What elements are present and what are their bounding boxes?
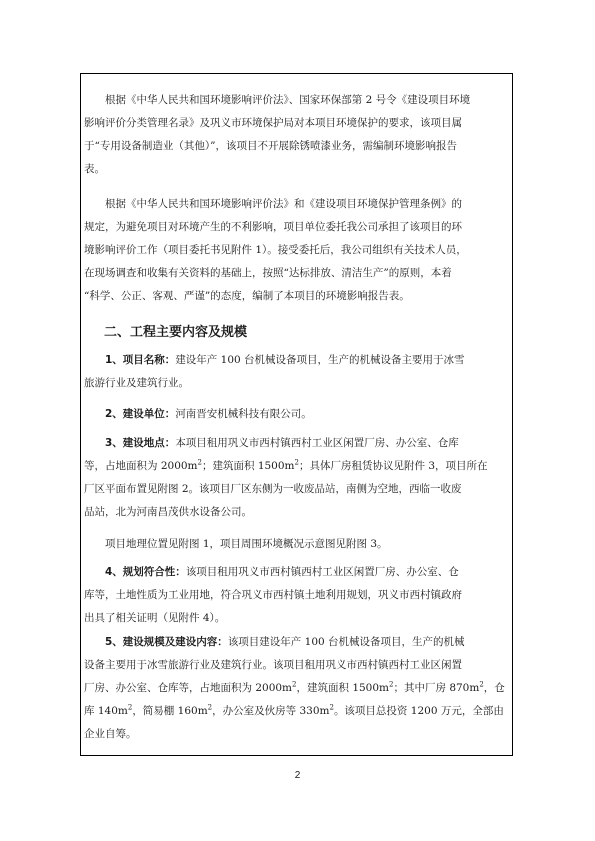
text-line: 设备主要用于冰雪旅游行业及建筑行业。该项目租用巩义市西村镇西村工业区闲置	[84, 659, 462, 671]
item-value: 建设年产 100 台机械设备项目，生产的机械设备主要用于冰雪	[175, 354, 465, 366]
text-line	[84, 700, 509, 723]
item-construction-site	[84, 432, 509, 524]
text-line	[84, 561, 509, 584]
item-value: 本项目租用巩义市西村镇西村工业区闲置厂房、办公室、仓库	[175, 437, 459, 449]
text-line: 根据《中华人民共和国环境影响评价法》和《建设项目环境保护管理条例》的	[105, 198, 462, 210]
item-value: 河南晋安机械科技有限公司。	[175, 408, 312, 420]
superscript: 2	[127, 703, 133, 712]
text-line: 境影响评价工作（项目委托书见附件 1）。接受委托后，我公司组织有关技术人员，	[84, 244, 467, 256]
text-fragment: ；具体厂房租赁协议见附件 3，项目所在	[298, 460, 488, 472]
text-line: 库等，土地性质为工业用地，符合巩义市西村镇土地利用规划，巩义市西村镇政府	[84, 589, 462, 601]
item-scale-content	[84, 631, 509, 746]
text-line: 规定，为避免项目对环境产生的不利影响，项目单位委托我公司承担了该项目的环	[84, 221, 462, 233]
text-line: 根据《中华人民共和国环境影响评价法》、国家环保部第 2 号令《建设项目环境	[105, 94, 471, 106]
text-fragment: ；其中厂房 870m	[393, 682, 480, 694]
text-line: 于“专用设备制造业（其他）”，该项目不开展除锈喷漆业务，需编制环境影响报告	[84, 140, 457, 152]
item-project-name	[84, 349, 509, 395]
item-key: 1、项目名称：	[105, 354, 176, 366]
text-line	[84, 403, 509, 426]
text-line	[84, 631, 509, 654]
text-line: 厂区平面布置见附图 2。该项目厂区东侧为一收废品站，南侧为空地，西临一收废	[84, 483, 462, 495]
text-fragment: ，仓	[483, 682, 505, 694]
text-line: 旅游行业及建筑行业。	[84, 377, 189, 389]
text-line: 项目地理位置见附图 1，项目周围环境概况示意图见附图 3。	[105, 538, 388, 550]
paragraph-legal-basis	[84, 89, 509, 181]
item-value: 该项目建设年产 100 台机械设备项目，生产的机械	[227, 636, 465, 648]
text-fragment: 库 140m	[84, 705, 128, 717]
text-fragment: 。该项目总投资 1200 万元，全部由	[333, 705, 504, 717]
item-key: 3、建设地点：	[105, 437, 176, 449]
text-fragment: ，简易棚 160m	[132, 705, 208, 717]
superscript: 2	[292, 680, 297, 689]
superscript: 2	[207, 703, 213, 712]
text-fragment: 等，占地面积为 2000m	[84, 460, 198, 472]
superscript: 2	[197, 458, 202, 467]
text-line	[84, 677, 509, 700]
item-key: 2、建设单位：	[105, 408, 176, 420]
item-planning-compliance	[84, 561, 509, 630]
text-line: 表。	[84, 163, 105, 175]
text-line	[84, 349, 509, 372]
item-construction-unit	[84, 403, 509, 426]
superscript: 2	[329, 703, 334, 712]
item-value: 该项目租用巩义市西村镇西村工业区闲置厂房、办公室、仓	[185, 566, 459, 578]
paragraph-commission	[84, 193, 509, 308]
text-fragment: ，办公室及伙房等 330m	[212, 705, 330, 717]
text-line: 品站，北为河南昌茂供水设备公司。	[84, 506, 252, 518]
superscript: 2	[389, 680, 394, 689]
text-line: 出具了相关证明（见附件 4）。	[84, 612, 226, 624]
text-fragment: 厂房、办公室、仓库等，占地面积为 2000m	[84, 682, 293, 694]
superscript: 2	[294, 458, 299, 467]
section-heading: 二、工程主要内容及规模	[104, 325, 248, 340]
text-fragment: ；建筑面积 1500m	[201, 460, 295, 472]
item-key: 5、建设规模及建设内容：	[105, 636, 228, 648]
location-note	[84, 533, 509, 556]
text-line	[84, 432, 509, 455]
text-line	[84, 455, 509, 478]
text-line: 在现场调查和收集有关资料的基础上，按照“达标排放、清洁生产”的原则，本着	[84, 267, 452, 279]
text-line: 企业自筹。	[84, 728, 137, 740]
superscript: 2	[479, 680, 484, 689]
text-line: “科学、公正、客观、严谨”的态度，编制了本项目的环境影响报告表。	[84, 290, 410, 302]
text-fragment: ，建筑面积 1500m	[296, 682, 390, 694]
page-number: 2	[294, 770, 301, 781]
item-key: 4、规划符合性：	[105, 566, 186, 578]
text-line: 影响评价分类管理名录》及巩义市环境保护局对本项目环境保护的要求，该项目属	[84, 117, 462, 129]
